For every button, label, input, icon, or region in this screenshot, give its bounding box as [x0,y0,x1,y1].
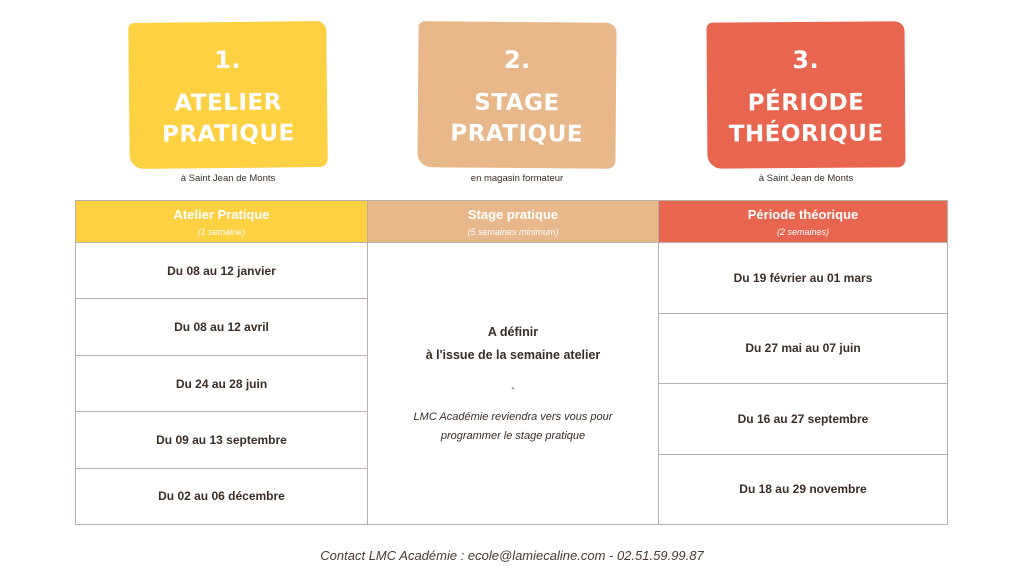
column-theorie [658,201,947,524]
stage-line2: à l'issue de la semaine atelier [425,348,601,362]
card-location: à Saint Jean de Monts [180,173,276,184]
column-duration: (2 semaines) [776,227,830,237]
schedule-table [75,200,948,525]
table-cell: Du 09 au 13 septembre [76,412,367,468]
table-cell: Du 16 au 27 septembre [659,384,947,455]
stage-note-line2: programmer le stage pratique [440,430,586,442]
card-number: 2. [503,45,531,75]
table-cell: Du 24 au 28 juin [76,356,367,412]
stage-info [368,243,658,524]
stage-line1: A définir [487,325,539,339]
card-location: à Saint Jean de Monts [758,173,854,184]
column-duration: (1 semaine) [197,227,246,237]
stage-separator: - [511,383,515,394]
column-header [76,201,367,243]
column-stage [367,201,658,524]
table-cell: Du 27 mai au 07 juin [659,314,947,385]
card-stage-pratique [417,21,616,169]
column-title: Période théorique [747,207,859,222]
card-title-line1: PÉRIODE [747,89,865,117]
card-title-line2: PRATIQUE [450,120,584,148]
column-title: Atelier Pratique [173,207,270,222]
table-cell: Du 08 au 12 avril [76,299,367,355]
card-title [707,87,905,150]
card-title-line2: PRATIQUE [161,120,295,148]
column-atelier [76,201,367,524]
column-header [659,201,947,243]
card-title-line1: STAGE [474,89,560,117]
table-cell: Du 18 au 29 novembre [739,482,867,497]
card-title-line1: ATELIER [174,89,282,117]
column-duration: (5 semaines minimum) [467,227,559,237]
card-number: 1. [214,45,242,75]
card-location: en magasin formateur [470,173,564,184]
card-atelier-pratique [128,21,328,169]
stage-note-line1: LMC Académie reviendra vers vous pour [413,411,613,423]
card-title [129,87,328,151]
table-cell: Du 19 février au 01 mars [659,243,947,314]
card-title-line2: THÉORIQUE [728,120,884,148]
column-header [368,201,658,243]
card-title [418,87,617,151]
contact-line: Contact LMC Académie : ecole@lamiecaline.com - 02.51.59.99.87 [320,548,704,563]
card-number: 3. [792,45,820,75]
table-cell: Du 08 au 12 janvier [76,243,367,299]
column-title: Stage pratique [467,207,559,222]
table-cell: Du 02 au 06 décembre [158,489,285,504]
card-periode-theorique [706,21,905,168]
